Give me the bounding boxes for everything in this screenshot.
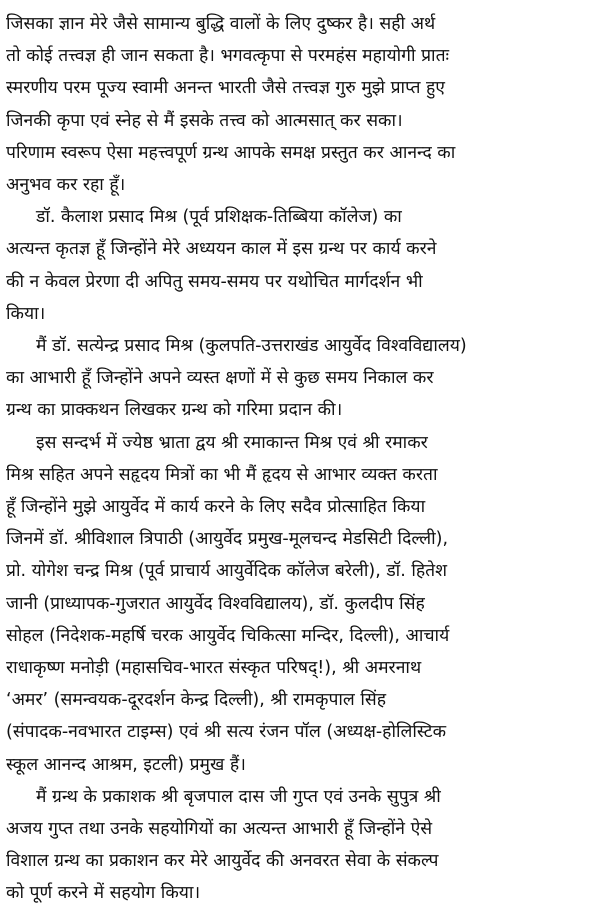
text-line: मिश्र सहित अपने सहृदय मित्रों का भी मैं हृदय से आभार व्यक्त करता — [6, 464, 438, 485]
text-line: किया। — [6, 303, 46, 324]
text-line: प्रो. योगेश चन्द्र मिश्र (पूर्व प्राचार्य आयुर्वेदिक कॉलेज बरेली), डॉ. हितेश — [6, 561, 448, 582]
text-line: विशाल ग्रन्थ का प्रकाशन कर मेरे आयुर्वेद की अनवरत सेवा के संकल्प — [6, 851, 439, 872]
text-line: स्मरणीय परम पूज्य स्वामी अनन्त भारती जैसे तत्त्वज्ञ गुरु मुझे प्राप्त हुए — [6, 78, 445, 99]
text-line: राधाकृष्ण मनोड़ी (महासचिव-भारत संस्कृत परिषद्!), श्री अमरनाथ — [6, 658, 422, 679]
paragraph-5 — [6, 781, 592, 910]
text-line: हूँ जिन्होंने मुझे आयुर्वेद में कार्य करने के लिए सदैव प्रोत्साहित किया — [6, 497, 426, 518]
text-line: मैं ग्रन्थ के प्रकाशक श्री बृजपाल दास जी गुप्त एवं उनके सुपुत्र श्री — [36, 786, 441, 807]
text-line: को पूर्ण करने में सहयोग किया। — [6, 883, 201, 904]
text-line: ‘अमर’ (समन्वयक-दूरदर्शन केन्द्र दिल्ली), श्री रामकृपाल सिंह — [6, 690, 386, 711]
text-line: स्कूल आनन्द आश्रम, इटली) प्रमुख हैं। — [6, 754, 246, 775]
paragraph-1 — [6, 8, 592, 201]
text-line: डॉ. कैलाश प्रसाद मिश्र (पूर्व प्रशिक्षक-तिब्बिया कॉलेज) का — [36, 207, 402, 228]
text-line: जिसका ज्ञान मेरे जैसे सामान्य बुद्धि वालों के लिए दुष्कर है। सही अर्थ — [6, 14, 436, 34]
text-line: जिनमें डॉ. श्रीविशाल त्रिपाठी (आयुर्वेद प्रमुख-मूलचन्द मेडसिटी दिल्ली), — [6, 529, 449, 550]
text-line: ग्रन्थ का प्राक्कथन लिखकर ग्रन्थ को गरिमा प्रदान की। — [6, 400, 343, 421]
text-line: अनुभव कर रहा हूँ। — [6, 175, 126, 196]
text-line: (संपादक-नवभारत टाइम्स) एवं श्री सत्य रंजन पॉल (अध्यक्ष-होलिस्टिक — [6, 722, 447, 743]
text-line: अजय गुप्त तथा उनके सहयोगियों का अत्यन्त आभारी हूँ जिन्होंने ऐसे — [6, 819, 433, 840]
text-line: परिणाम स्वरूप ऐसा महत्त्वपूर्ण ग्रन्थ आपके समक्ष प्रस्तुत कर आनन्द का — [6, 142, 456, 163]
paragraph-3 — [6, 330, 592, 427]
text-line: इस सन्दर्भ में ज्येष्ठ भ्राता द्वय श्री रमाकान्त मिश्र एवं श्री रमाकर — [36, 432, 428, 453]
paragraph-2 — [6, 201, 592, 330]
text-line: जानी (प्राध्यापक-गुजरात आयुर्वेद विश्वविद्यालय), डॉ. कुलदीप सिंह — [6, 593, 425, 614]
text-line: की न केवल प्रेरणा दी अपितु समय-समय पर यथोचित मार्गदर्शन भी — [6, 271, 423, 292]
paragraph-4 — [6, 427, 592, 781]
text-line: तो कोई तत्त्वज्ञ ही जान सकता है। भगवत्कृपा से परमहंस महायोगी प्रातः — [6, 46, 450, 67]
text-line: सोहल (निदेशक-महर्षि चरक आयुर्वेद चिकित्सा मन्दिर, दिल्ली), आचार्य — [6, 625, 450, 646]
text-line: अत्यन्त कृतज्ञ हूँ जिन्होंने मेरे अध्ययन काल में इस ग्रन्थ पर कार्य करने — [6, 239, 437, 260]
text-line: जिनकी कृपा एवं स्नेह से मैं इसके तत्त्व को आत्मसात् कर सका। — [6, 110, 403, 131]
text-line: का आभारी हूँ जिन्होंने अपने व्यस्त क्षणों में से कुछ समय निकाल कर — [6, 368, 434, 389]
text-line: मैं डॉ. सत्येन्द्र प्रसाद मिश्र (कुलपति-उत्तराखंड आयुर्वेद विश्वविद्यालय) — [36, 336, 467, 357]
